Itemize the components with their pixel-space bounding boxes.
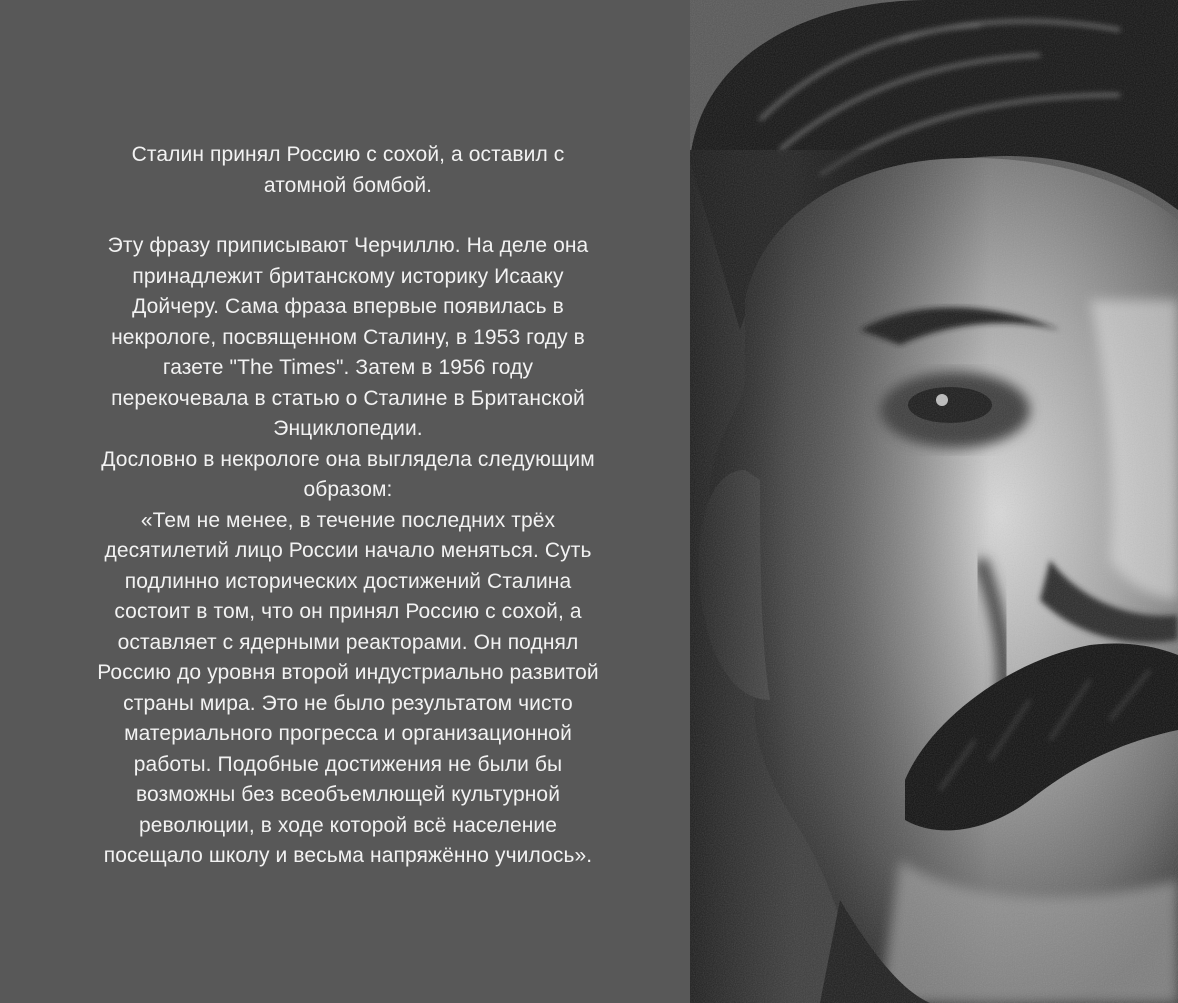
body-line: газете "The Times". Затем в 1956 году (162, 356, 534, 379)
body-line: Дойчеру. Сама фраза впервые появилась в (132, 295, 564, 318)
body-line: перекочевала в статью о Сталине в Британской (111, 386, 585, 410)
headline-line-2: атомной бомбой. (263, 173, 433, 197)
body-line: Дословно в некрологе она выглядела следующим (101, 447, 595, 471)
body-line: состоит в том, что он принял Россию с сохой, а (114, 600, 582, 623)
body-line: революции, в ходе которой всё население (138, 813, 558, 837)
headline-line-1: Сталин принял Россию с сохой, а оставил с (131, 143, 565, 166)
quote-text-block (18, 140, 678, 872)
body-line: посещало школу и весьма напряжённо училось». (103, 844, 593, 867)
body-line: образом: (303, 478, 393, 501)
body-line: принадлежит британскому историку Исааку (132, 264, 564, 288)
body-line: Россию до уровня второй индустриально развитой (97, 661, 599, 684)
body-line: Энциклопедии. (273, 417, 423, 440)
paragraph-gap (18, 201, 678, 231)
body-line: работы. Подобные достижения не были бы (133, 752, 563, 776)
body-line: материального прогресса и организационной (124, 722, 572, 745)
body-line: «Тем не менее, в течение последних трёх (140, 508, 556, 532)
body-line: оставляет с ядерными реакторами. Он поднял (117, 630, 579, 654)
body-line: некрологе, посвященном Сталину, в 1953 году в (111, 325, 585, 349)
body-line: Эту фразу приписывают Черчиллю. На деле она (107, 234, 589, 257)
body-line: десятилетий лицо России начало меняться. Суть (104, 539, 592, 562)
body-line: возможны без всеобъемлющей культурной (135, 783, 561, 806)
body-line: подлинно исторических достижений Сталина (124, 569, 572, 593)
body-line: страны мира. Это не было результатом чисто (123, 691, 573, 715)
